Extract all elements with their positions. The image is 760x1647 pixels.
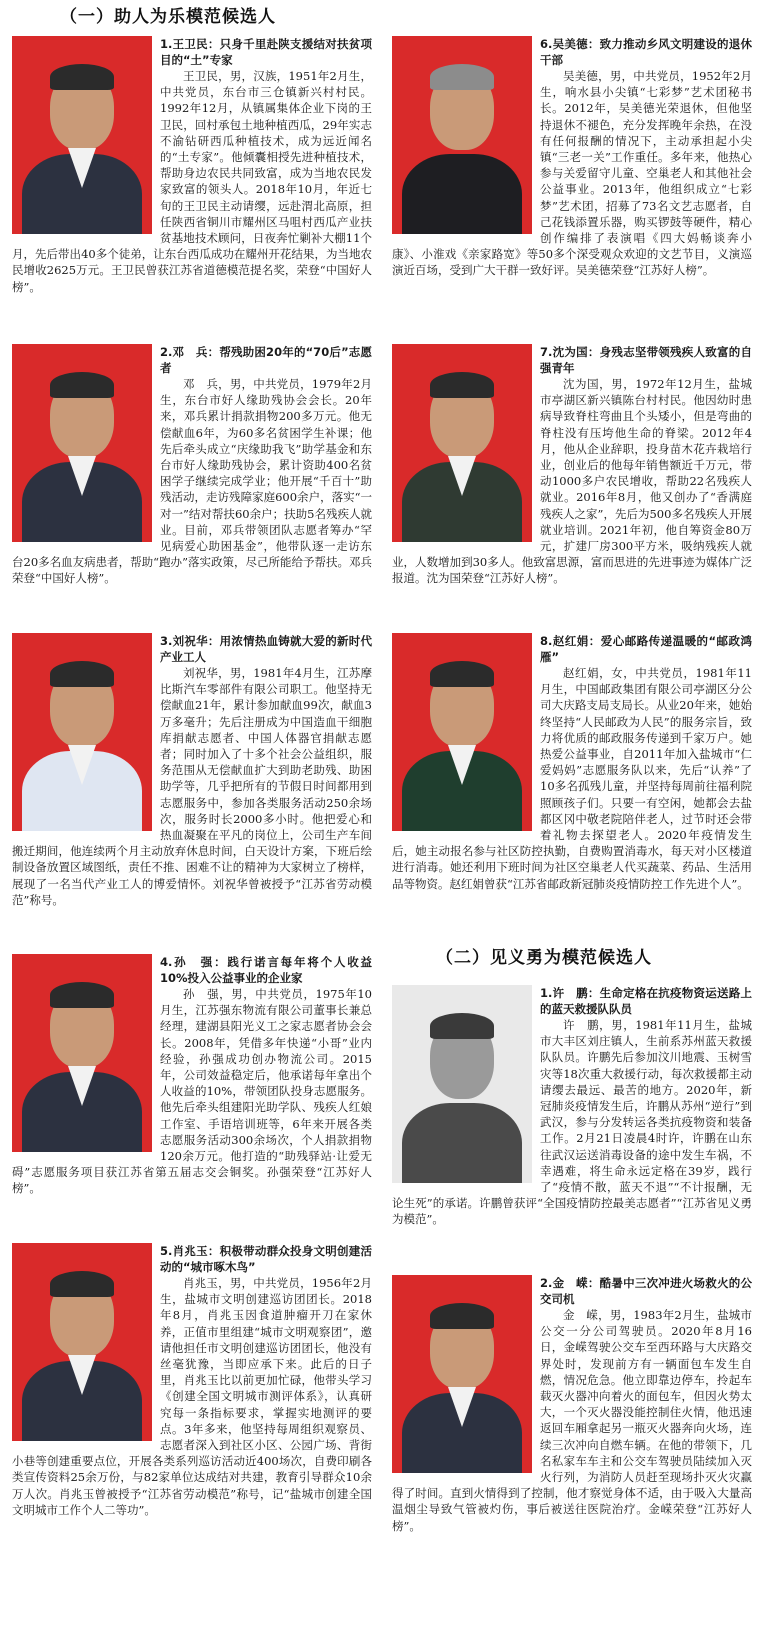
portrait-photo (12, 633, 152, 831)
candidate-name: 1.王卫民： (160, 37, 220, 51)
candidate-tagline: 积极带动群众投身文明创建活动的“城市啄木鸟” (160, 1244, 373, 1274)
section-title-helping-others: （一）助人为乐模范候选人 (60, 7, 276, 27)
candidate-card (392, 985, 752, 1228)
section-title-bravery: （二）见义勇为模范候选人 (436, 948, 652, 968)
candidate-bio: 肖兆玉，男，中共党员，1956年2月生，盐城市文明创建巡访团团长。2018年8月，肖兆玉因食道肿瘤开刀在家休养，正值市里组建“城市文明观察团”，邀请他担任市文明创建巡访团团长，他没有丝毫犹豫，当即应承下来。此后的日子里，肖兆玉比以前更加忙碌，他带头学习《创建全国文明城市测评体系》，认真研究每一条指标要求，掌握实地测评的要点。3年多来，他坚持每周组织观察员、志愿者深入到社区小区、公园广场、背街小巷等创建重要点位，开展各类系列巡访活动近400场次，自费印刷各类宣传资料25余万份，与82家单位达成结对共建，教育引导群众10余万人次。肖兆玉曾被授予“江苏省劳动模范”称号，记“盐城市创建全国文明城市工作个人二等功”。 (12, 1276, 372, 1517)
candidate-tagline: 践行诺言每年将个人收益10%投入公益事业的企业家 (160, 955, 373, 985)
candidate-card (12, 1243, 372, 1518)
candidate-tagline: 身残志坚带领残疾人致富的自强青年 (540, 345, 753, 375)
portrait-photo (392, 1275, 532, 1473)
candidate-bio: 邓 兵，男，中共党员，1979年2月生，东台市好人缘助残协会会长。20年来，邓兵累计捐款捐物200多万元。他无偿献血6年，为60多名贫困学生补课；他先后牵头成立“庆缘助我飞”助学基金和东台市好人缘助残协会，累计资助400名贫困学子继续完成学业；他开展“千百十”助残活动，走访残障家庭600余户，落实“一对一”结对帮扶60余户；扶助5名残疾人就业。目前，邓兵带领团队志愿者筹办“罕见病爱心助困基金”，他带队逐一走访东台20多名血友病患者，帮助“跑办”落实政策，尽己所能给予帮扶。邓兵荣登“中国好人榜”。 (12, 377, 372, 586)
candidate-tagline: 生命定格在抗疫物资运送路上的蓝天救援队队员 (540, 986, 753, 1016)
candidate-tagline: 致力推动乡风文明建设的退休干部 (540, 37, 753, 67)
portrait-photo (392, 633, 532, 831)
candidate-tagline: 用浓情热血铸就大爱的新时代产业工人 (160, 634, 373, 664)
candidate-card (392, 344, 752, 587)
candidate-card (392, 1275, 752, 1534)
candidate-name: 2.邓 兵： (160, 345, 220, 359)
portrait-photo (392, 36, 532, 234)
candidate-card (12, 344, 372, 587)
candidate-name: 1.许 鹏： (540, 986, 600, 1000)
portrait-photo (12, 1243, 152, 1441)
candidate-name: 8.赵红娟： (540, 634, 601, 648)
candidate-bio: 王卫民，男，汉族，1951年2月生，中共党员，东台市三仓镇新兴村村民。1992年12月，从镇属集体企业下岗的王卫民，回村承包土地种植西瓜，29年实志不渝钻研西瓜种植技术，成为远近闻名的“土专家”。他倾囊相授先进种植技术，帮助身边农民共同致富，成为当地农民发家致富的领头人。2018年10月，年近七旬的王卫民主动请缨，远赴渭北高原，担任陕西省铜川市耀州区马咀村西瓜产业扶贫基地技术顾问，日夜奔忙剿补大棚11个月，先后带出40多个徒弟，让东台西瓜成功在耀州开花结果，为当地农民增收2625万元。王卫民曾获江苏省道德模范提名奖，荣登“中国好人榜”。 (12, 69, 372, 294)
portrait-photo (392, 344, 532, 542)
candidate-name: 6.吴美德： (540, 37, 600, 51)
candidate-name: 3.刘祝华： (160, 634, 220, 648)
candidate-card (12, 633, 372, 908)
portrait-photo (12, 344, 152, 542)
candidate-tagline: 酷暑中三次冲进火场救火的公交司机 (540, 1276, 753, 1306)
candidate-name: 4.孙 强： (160, 955, 228, 969)
candidate-name: 5.肖兆玉： (160, 1244, 220, 1258)
candidate-tagline: 爱心邮路传递温暖的“邮政鸿雁” (540, 634, 752, 664)
candidate-card (12, 36, 372, 295)
candidate-name: 2.金 嵘： (540, 1276, 600, 1290)
candidate-bio: 沈为国，男，1972年12月生，盐城市亭湖区新兴镇陈台村村民。他因幼时患病导致脊柱弯曲且个头矮小，但是弯曲的脊柱没有压垮他生命的脊梁。2012年4月，他从企业辞职，投身苗木花卉栽培行业，创业后的他每年销售额近千万元，带动1000多户农民增收，帮助22名残疾人就业。2016年8月，他又创办了“香满庭残疾人之家”，先后为500多名残疾人开展就业培训。2021年初，他自筹资金80万元，扩建厂房300平方米，吸纳残疾人就业，人数增加到30多人。他致富思源，富而思进的先进事迹为媒体广泛报道。沈为国荣登“江苏好人榜”。 (392, 377, 752, 586)
portrait-photo (12, 954, 152, 1152)
candidate-bio: 赵红娟，女，中共党员，1981年11月生，中国邮政集团有限公司亭湖区分公司大庆路支局支局长。从业20年来，她始终坚持“人民邮政为人民”的服务宗旨，致力将优质的邮政服务传递到千家万户。她热爱公益事业，自2011年加入盐城市“仁爱妈妈”志愿服务队以来，先后“认养”了10多名孤残儿童，并坚持每周前往福利院照顾孩子们。只要一有空闲，她都会去盐都区冈中敬老院陪伴老人，过节时还会带着礼物去探望老人。2020年疫情发生后，她主动报名参与社区防控执勤，自费购置消毒水，每天对小区楼道进行消毒。她还利用下班时间为社区空巢老人代买蔬菜、药品、生活用品等物资。赵红娟曾获“江苏省邮政新冠肺炎疫情防控工作先进个人”。 (392, 666, 752, 891)
candidate-bio: 吴美德，男，中共党员，1952年2月生，响水县小尖镇“七彩梦”艺术团秘书长。2012年，吴美德光荣退休，但他坚持退休不褪色，充分发挥晚年余热，在没有任何报酬的情况下，主动承担起小尖镇“三老一关”工作重任。多年来，他热心参与关爱留守儿童、空巢老人和其他社会公益事业。2013年，他组织成立“七彩梦”艺术团，招募了73名文艺志愿者，自己花钱添置乐器，购买锣鼓等硬件，精心创作编排了表演唱《四大妈畅谈奔小康》、小淮戏《亲家路宽》等50多个深受观众欢迎的文艺节目，义演巡演近百场，受到广大干群一致好评。吴美德荣登“江苏好人榜”。 (392, 69, 752, 278)
candidate-tagline: 帮残助困20年的“70后”志愿者 (160, 345, 372, 375)
candidate-bio: 金 嵘，男，1983年2月生，盐城市公交一分公司驾驶员。2020年8月16日，金嵘驾驶公交车至西环路与大庆路交界处时，发现前方有一辆面包车发生自燃，情况危急。他立即靠边停车，拎起车载灭火器冲向着火的面包车，但因火势太大，一个灭火器没能控制住火情，他迅速返回车厢拿起另一瓶灭火器奔向火场，连续三次冲向自燃车辆。在他的带领下，几名私家车车主和公交车驾驶员陆续加入灭火行列，为消防人员赶至现场扑灭火灾赢得了时间。直到火情得到了控制，他才察觉身体不适，由于吸入大量高温烟尘导致气管被灼伤，事后被送往医院治疗。金嵘荣登“江苏好人榜”。 (392, 1308, 752, 1533)
candidate-tagline: 只身千里赴陕支援结对扶贫项目的“土”专家 (160, 37, 373, 67)
candidate-card (392, 36, 752, 279)
candidate-bio: 刘祝华，男，1981年4月生，江苏摩比斯汽车零部件有限公司职工。他坚持无偿献血21年，累计参加献血99次，献血3万多毫升；先后注册成为中国造血干细胞库捐献志愿者、中国人体器官捐献志愿者；同时加入了十多个社会公益组织，服务范围从无偿献血扩大到助老助残、助困助学等，几乎把所有的节假日时间都用到志愿服务中，参加各类服务活动250余场次，服务时长2000多小时。他把爱心和热血凝聚在平凡的岗位上，公司生产车间搬迁期间，他连续两个月主动放弃休息时间，白天设计方案，下班后绘制设备放置区域图纸，责任不推、困难不让的精神为大家树立了榜样，展现了一名当代产业工人的博爱情怀。刘祝华曾被授予“江苏省劳动模范”称号。 (12, 666, 372, 907)
candidate-card (392, 633, 752, 892)
portrait-photo (12, 36, 152, 234)
candidate-name: 7.沈为国： (540, 345, 600, 359)
candidate-bio: 许 鹏，男，1981年11月生，盐城市大丰区刘庄镇人，生前系苏州蓝天救援队队员。许鹏先后参加汶川地震、玉树雪灾等18次重大救援行动，每次救援都主动请缨去最远、最苦的地方。2020年，新冠肺炎疫情发生后，许鹏从苏州“逆行”到武汉，参与分发转运各类抗疫物资和装备工作。2月21日凌晨4时许，许鹏在山东往武汉运送消毒设备的途中发生车祸，不幸遇难，将生命永远定格在39岁，践行了“疫情不散，蓝天不退”“不计报酬，无论生死”的承诺。许鹏曾获评“全国疫情防控最美志愿者”“江苏省见义勇为模范”。 (392, 1018, 752, 1227)
portrait-photo (392, 985, 532, 1183)
candidate-card (12, 954, 372, 1197)
candidate-bio: 孙 强，男，中共党员，1975年10月生，江苏强东物流有限公司董事长兼总经理，建湖县阳光义工之家志愿者协会会长。2008年，凭借多年快递“小哥”业内经验，孙强成功创办物流公司。2015年，公司效益稳定后，他承诺每年拿出个人收益的10%，带领团队投身志愿服务。他先后牵头组建阳光助学队、残疾人红娘工作室、手语培训班等，6年来开展各类志愿服务活动300余场次，个人捐款捐物120余万元。他打造的“助残驿站·让爱无碍”志愿服务项目获江苏省第五届志交会铜奖。孙强荣登“江苏好人榜”。 (12, 987, 372, 1196)
